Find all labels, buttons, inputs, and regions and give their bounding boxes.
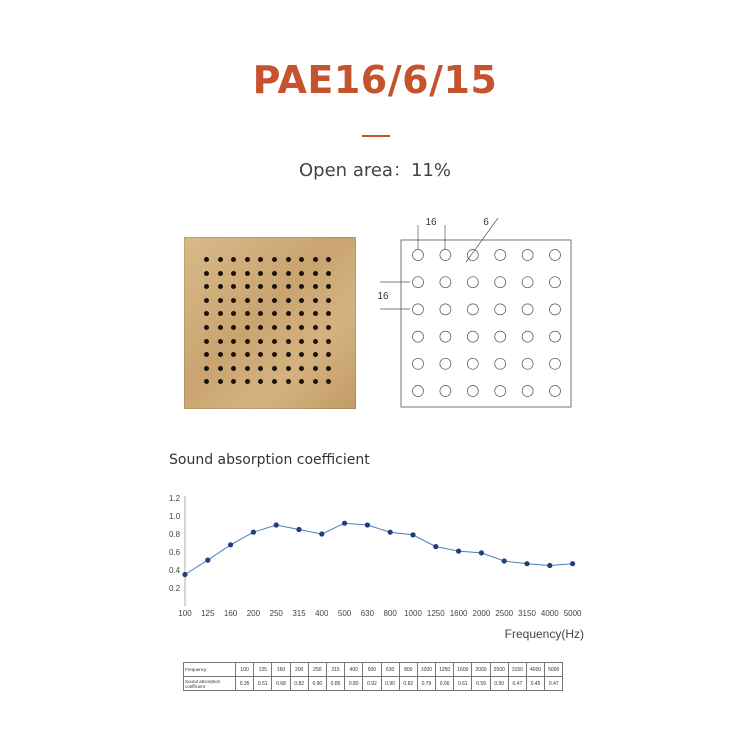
panel-hole [204,339,209,344]
diagram-hole [467,277,478,288]
hole-pattern-diagram [370,205,580,410]
coefficient-cell: 0.90 [381,677,399,691]
perforated-panel-image [184,237,356,409]
coefficient-cell: 0.61 [454,677,472,691]
panel-hole [326,339,331,344]
x-axis-label: Frequency(Hz) [504,627,584,641]
row-header-coefficient: Sound absorption coefficient [184,677,236,691]
x-tick-label: 200 [246,609,261,618]
diagram-border [401,240,571,407]
panel-hole [258,271,263,276]
panel-hole [313,339,318,344]
coefficient-cell: 0.82 [399,677,417,691]
diagram-hole [440,304,451,315]
coefficient-cell: 0.90 [308,677,326,691]
x-tick-label: 5000 [563,609,582,618]
data-point [502,558,507,563]
data-point [479,550,484,555]
x-tick-label: 315 [292,609,306,618]
x-tick-label: 1000 [404,609,422,618]
panel-hole [272,311,277,316]
panel-hole [326,257,331,262]
diagram-hole [467,304,478,315]
diagram-hole [522,331,533,342]
data-point [365,522,370,527]
panel-hole [326,298,331,303]
diagram-hole [413,386,424,397]
diagram-hole [522,386,533,397]
frequency-cell: 160 [272,663,290,677]
frequency-cell: 1250 [436,663,454,677]
panel-hole [204,352,209,357]
diagram-hole [522,250,533,261]
x-tick-label: 1250 [426,609,445,618]
data-point [228,542,233,547]
panel-hole [272,366,277,371]
x-tick-label: 2500 [495,609,514,618]
panel-hole [299,298,304,303]
coefficient-cell: 0.82 [290,677,308,691]
panel-hole [245,379,250,384]
panel-hole [286,352,291,357]
data-point [319,531,324,536]
panel-hole [231,366,236,371]
diagram-hole [467,331,478,342]
panel-hole [313,366,318,371]
panel-hole [299,339,304,344]
y-tick-label: 0.4 [169,566,181,575]
diagram-hole [495,250,506,261]
panel-hole [326,284,331,289]
frequency-cell: 1000 [417,663,435,677]
panel-hole [286,339,291,344]
coefficient-cell: 0.35 [236,677,254,691]
panel-hole [245,352,250,357]
panel-hole [231,339,236,344]
panel-hole [204,325,209,330]
panel-hole [231,284,236,289]
frequency-cell: 400 [345,663,363,677]
x-tick-label: 4000 [540,609,559,618]
x-tick-label: 100 [178,609,192,618]
panel-hole [245,311,250,316]
panel-hole [204,298,209,303]
coefficient-cell: 0.51 [254,677,272,691]
panel-hole [272,257,277,262]
panel-hole [258,311,263,316]
data-point [433,544,438,549]
panel-hole [313,271,318,276]
coefficient-cell: 0.85 [326,677,344,691]
coefficient-cell: 0.80 [345,677,363,691]
panel-hole [218,298,223,303]
panel-hole [218,339,223,344]
data-point [342,521,347,526]
panel-hole [299,257,304,262]
panel-hole [218,311,223,316]
diagram-hole [440,331,451,342]
panel-hole [272,298,277,303]
diagram-hole [550,277,561,288]
panel-hole [299,352,304,357]
panel-hole [313,325,318,330]
frequency-cell: 5000 [545,663,563,677]
panel-hole [231,257,236,262]
panel-hole [272,339,277,344]
diagram-hole [467,250,478,261]
absorption-data-table [183,662,563,691]
panel-hole [231,298,236,303]
frequency-cell: 1600 [454,663,472,677]
coefficient-cell: 0.47 [545,677,563,691]
panel-hole [286,366,291,371]
product-title: PAE16/6/15 [252,58,498,102]
panel-hole [245,339,250,344]
panel-hole [231,352,236,357]
panel-hole [258,298,263,303]
diagram-hole [550,386,561,397]
panel-hole [218,325,223,330]
panel-hole [326,379,331,384]
panel-hole [218,257,223,262]
panel-hole [326,366,331,371]
panel-hole [258,339,263,344]
x-tick-label: 160 [223,609,238,618]
frequency-cell: 500 [363,663,381,677]
diagram-hole [413,358,424,369]
panel-hole [313,379,318,384]
panel-hole [218,379,223,384]
x-tick-label: 500 [337,609,352,618]
diagram-hole [522,358,533,369]
panel-hole [245,298,250,303]
panel-hole [272,271,277,276]
panel-hole [313,311,318,316]
frequency-cell: 100 [236,663,254,677]
data-point [410,532,415,537]
panel-hole [204,257,209,262]
frequency-cell: 3150 [508,663,526,677]
diagram-hole [522,304,533,315]
frequency-cell: 125 [254,663,272,677]
spacing-y-label: 16 [377,291,389,302]
panel-hole [258,257,263,262]
diagram-hole [495,277,506,288]
panel-hole [313,257,318,262]
x-tick-label: 250 [269,609,283,618]
diagram-hole [550,358,561,369]
diagram-hole [467,386,478,397]
panel-hole [204,284,209,289]
data-point [296,527,301,532]
panel-hole [272,379,277,384]
coefficient-cell: 0.68 [272,677,290,691]
diagram-hole [413,331,424,342]
y-tick-label: 1.0 [169,512,181,521]
panel-hole [299,379,304,384]
panel-hole [286,325,291,330]
panel-hole [286,298,291,303]
coefficient-cell: 0.47 [508,677,526,691]
diagram-hole [440,277,451,288]
panel-hole [258,352,263,357]
x-tick-label: 125 [201,609,215,618]
panel-hole [204,379,209,384]
coefficient-cell: 0.50 [490,677,508,691]
panel-hole [286,257,291,262]
diagram-hole [495,331,506,342]
panel-hole [218,352,223,357]
panel-hole [313,298,318,303]
frequency-cell: 4000 [527,663,545,677]
coefficient-cell: 0.45 [527,677,545,691]
panel-hole [258,325,263,330]
panel-hole [326,271,331,276]
frequency-cell: 2000 [472,663,490,677]
panel-hole [231,311,236,316]
y-tick-label: 0.6 [169,548,181,557]
section-heading: Sound absorption coefficient [169,452,370,468]
table-row-coefficient [184,677,563,691]
diagram-hole [413,250,424,261]
diagram-hole [550,250,561,261]
series-line [185,523,573,574]
data-point [251,530,256,535]
panel-hole [245,325,250,330]
coefficient-cell: 0.79 [417,677,435,691]
panel-hole [286,284,291,289]
panel-hole [204,271,209,276]
x-tick-label: 400 [315,609,329,618]
panel-hole [299,366,304,371]
panel-hole [245,284,250,289]
absorption-chart [160,488,590,648]
panel-hole [313,284,318,289]
diagram-hole [495,304,506,315]
diagram-hole [495,386,506,397]
diagram-hole [413,304,424,315]
frequency-cell: 200 [290,663,308,677]
x-tick-label: 800 [383,609,397,618]
coefficient-cell: 0.59 [472,677,490,691]
panel-hole [231,271,236,276]
y-tick-label: 0.8 [169,530,181,539]
title-divider [362,135,390,137]
data-point [205,558,210,563]
y-tick-label: 0.2 [169,584,181,593]
x-tick-label: 2000 [472,609,491,618]
hole-diameter-label: 6 [483,217,489,228]
panel-hole [258,284,263,289]
x-tick-label: 1600 [449,609,468,618]
panel-hole [272,352,277,357]
frequency-cell: 250 [308,663,326,677]
panel-hole [286,379,291,384]
data-point [274,522,279,527]
panel-hole [272,284,277,289]
panel-hole [231,379,236,384]
panel-hole [299,325,304,330]
data-point [388,530,393,535]
diagram-hole [495,358,506,369]
frequency-cell: 800 [399,663,417,677]
panel-hole [258,366,263,371]
panel-hole [231,325,236,330]
panel-hole [245,366,250,371]
data-point [547,563,552,568]
open-area-label: Open area：11% [299,160,451,181]
row-header-frequency: Frequency [184,663,236,677]
frequency-cell: 2500 [490,663,508,677]
data-point [524,561,529,566]
panel-hole [313,352,318,357]
panel-hole [299,311,304,316]
data-point [182,572,187,577]
panel-hole [204,311,209,316]
diagram-hole [550,304,561,315]
data-point [570,561,575,566]
diagram-hole [440,386,451,397]
spacing-x-label: 16 [425,217,437,228]
panel-hole [299,271,304,276]
panel-hole [326,311,331,316]
y-tick-label: 1.2 [169,494,181,503]
panel-hole [245,257,250,262]
diagram-hole [522,277,533,288]
x-tick-label: 3150 [518,609,536,618]
panel-hole [286,311,291,316]
frequency-cell: 315 [326,663,344,677]
coefficient-cell: 0.66 [436,677,454,691]
diagram-hole [440,358,451,369]
panel-hole [326,325,331,330]
panel-hole [258,379,263,384]
panel-hole [272,325,277,330]
panel-hole [299,284,304,289]
frequency-cell: 630 [381,663,399,677]
panel-hole [218,284,223,289]
table-row-frequency [184,663,563,677]
diagram-hole [550,331,561,342]
panel-hole [218,271,223,276]
diagram-hole [467,358,478,369]
panel-hole [326,352,331,357]
panel-hole [286,271,291,276]
panel-hole [245,271,250,276]
coefficient-cell: 0.92 [363,677,381,691]
diagram-hole [413,277,424,288]
panel-hole [218,366,223,371]
data-point [456,549,461,554]
x-tick-label: 630 [360,609,375,618]
diagram-hole [440,250,451,261]
panel-hole [204,366,209,371]
